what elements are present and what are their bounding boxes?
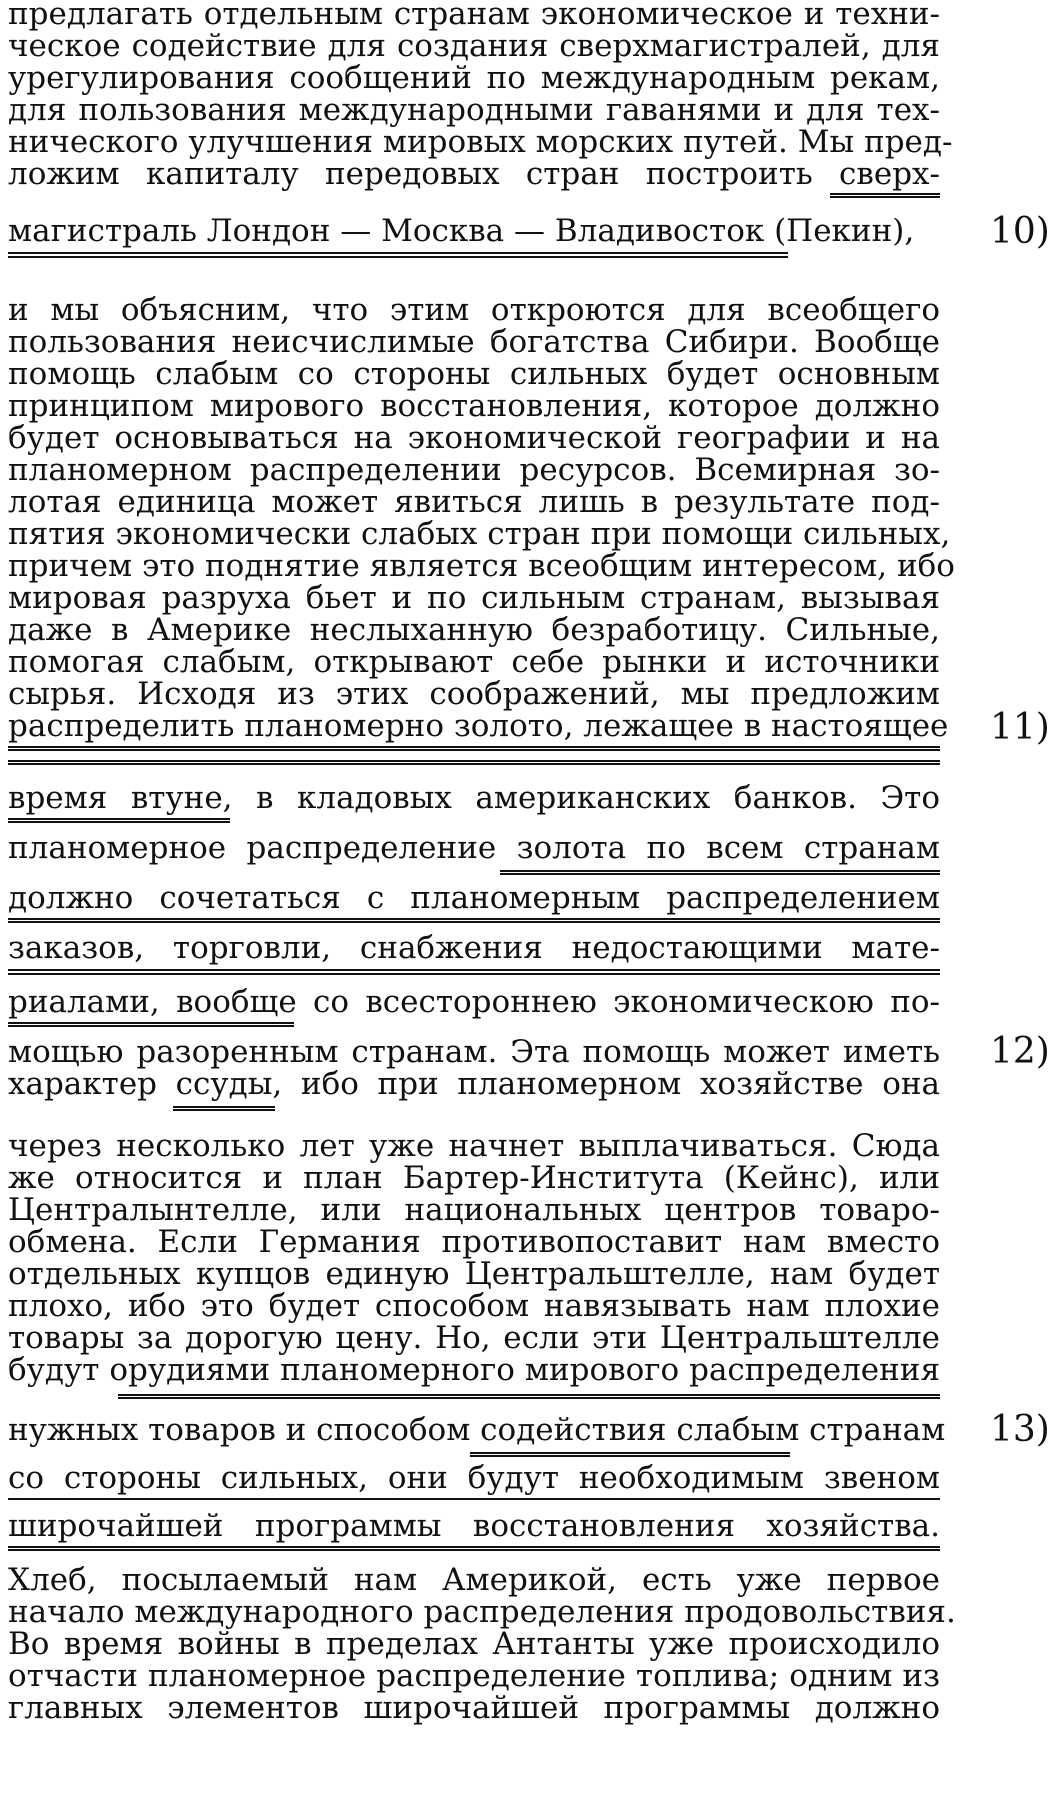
margin-note-11: 11): [990, 707, 1050, 748]
text-line-underlined: широчайшей программы восстановления хозяйства.: [8, 1508, 940, 1551]
text-line: будет основываться на экономической географии и на: [8, 420, 940, 456]
text-line-underlined: должно сочетаться с планомерным распределением: [8, 880, 940, 923]
text-line: ческое содействие для создания сверхмагистралей, для: [8, 28, 940, 64]
text-line-underlined: заказов, торговли, снабжения недостающими мате-: [8, 930, 940, 975]
text-line: товары за дорогую цену. Но, если эти Центральштелле: [8, 1320, 940, 1356]
text-line: мощью разоренным странам. Эта помощь может иметь: [8, 1034, 940, 1070]
text-line: риалами, вообще со всестороннею экономическою по-: [8, 984, 940, 1020]
text-line: же относится и план Бартер-Института (Кейнс), или: [8, 1160, 940, 1196]
underline-mark: [8, 760, 940, 765]
text-line: обмена. Если Германия противопоставит нам вместо: [8, 1224, 940, 1260]
underline-mark: [8, 1022, 294, 1027]
margin-note-12: 12): [990, 1031, 1050, 1072]
text-line: принципом мирового восстановления, которое должно: [8, 388, 940, 424]
underline-mark: [830, 193, 940, 198]
text-line: Централынтелле, или национальных центров товаро-: [8, 1192, 940, 1228]
text-line: помогая слабым, открывают себе рынки и источники: [8, 644, 940, 680]
text-line: главных элементов широчайшей программы должно: [8, 1690, 940, 1726]
text-line: планомерное распределение золота по всем странам: [8, 830, 940, 866]
text-line: для пользования международными гаванями и для тех-: [8, 92, 940, 128]
text-line: пятия экономически слабых стран при помощи сильных,: [8, 516, 951, 552]
text-line: лотая единица может явиться лишь в результате под-: [8, 484, 940, 520]
text-line: Хлеб, посылаемый нам Америкой, есть уже первое: [8, 1562, 940, 1598]
text-line: даже в Америке неслыханную безработицу. Сильные,: [8, 612, 940, 648]
text-line-underlined: распределить планомерно золото, лежащее в настоящее: [8, 708, 940, 751]
text-line: характер ссуды, ибо при планомерном хозяйстве она: [8, 1066, 940, 1102]
text-line: предлагать отдельным странам экономическое и техни-: [8, 0, 940, 32]
text-line: нического улучшения мировых морских путей. Мы пред-: [8, 124, 953, 160]
text-line: будут орудиями планомерного мирового распределения: [8, 1352, 940, 1388]
text-line: мировая разруха бьет и по сильным странам, вызывая: [8, 580, 940, 616]
text-line: ложим капиталу передовых стран построить сверх-: [8, 156, 940, 192]
text-line-underlined: со стороны сильных, они будут необходимым звеном: [8, 1460, 940, 1500]
text-line: плохо, ибо это будет способом навязывать нам плохие: [8, 1288, 940, 1324]
margin-note-10: 10): [990, 211, 1050, 252]
text-line: время втуне, в кладовых американских банков. Это: [8, 780, 940, 816]
text-line: отдельных купцов единую Центральштелле, нам будет: [8, 1256, 940, 1292]
text-line: помощь слабым со стороны сильных будет основным: [8, 356, 940, 392]
underline-mark: [470, 1452, 790, 1457]
text-line: начало международного распределения продовольствия.: [8, 1594, 956, 1630]
text-line: сырья. Исходя из этих соображений, мы предложим: [8, 676, 940, 712]
underline-mark: [500, 870, 940, 875]
underline-mark: [173, 1106, 275, 1111]
underline-mark: [8, 818, 230, 823]
text-line: Во время войны в пределах Антанты уже происходило: [8, 1626, 940, 1662]
text-line: урегулирования сообщений по международным рекам,: [8, 60, 940, 96]
text-line: нужных товаров и способом содействия слабым странам: [8, 1412, 946, 1448]
text-line: отчасти планомерное распределение топлива; одним из: [8, 1658, 940, 1694]
text-line: причем это поднятие является всеобщим интересом, ибо: [8, 548, 955, 584]
underline-mark: [118, 1394, 940, 1399]
text-line: планомерном распределении ресурсов. Всемирная зо-: [8, 452, 940, 488]
text-line: пользования неисчислимые богатства Сибири. Вообще: [8, 324, 940, 360]
text-line: и мы объясним, что этим откроются для всеобщего: [8, 292, 940, 328]
text-line: через несколько лет уже начнет выплачиваться. Сюда: [8, 1128, 940, 1164]
margin-note-13: 13): [990, 1409, 1050, 1450]
text-line-underlined: магистраль Лондон — Москва — Владивосток (Пекин),: [8, 213, 788, 258]
